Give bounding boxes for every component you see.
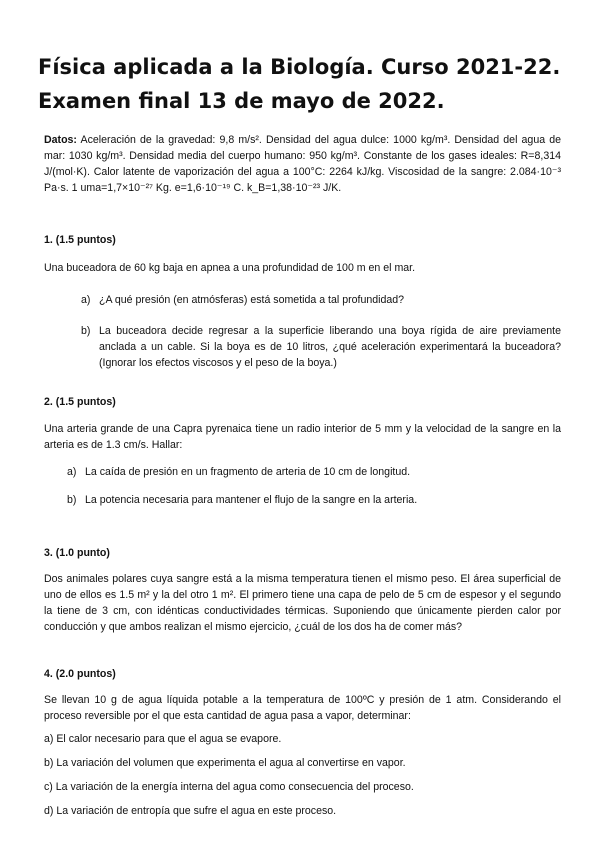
q2-item-b-text: La potencia necesaria para mantener el flujo de la sangre en la arteria.: [85, 494, 418, 506]
q2-item-a-text: La caída de presión en un fragmento de arteria de 10 cm de longitud.: [85, 466, 411, 478]
q2-intro: Una arteria grande de una Capra pyrenaica tiene un radio interior de 5 mm y la velocidad de la sangre en la arteria es de 1.3 cm/s. Hallar:: [44, 423, 561, 451]
datos-label: Datos:: [44, 134, 77, 146]
q2-item-a: [67, 464, 561, 480]
q1-item-b-label: b): [81, 325, 91, 337]
q2-item-a-label: a): [67, 466, 77, 478]
q3-header: 3. (1.0 punto): [44, 547, 110, 559]
q1-item-b: [81, 323, 561, 371]
page-title: [38, 50, 578, 118]
q3-text: Dos animales polares cuya sangre está a la misma temperatura tienen el mismo peso. El área superficial de uno de ellos es 1.5 m² y la del otro 1 m². El primero tiene una capa de pelo de 5 cm de espesor y el segundo la tiene de 3 cm, con idénticas conductividades térmicas. Suponiendo que únicamente pierden calor por conducción y que ambos realizan el mismo ejercicio, ¿cuál de los dos ha de comer más?: [44, 573, 561, 633]
q1-item-a: [81, 292, 561, 308]
title-line-2: Examen final 13 de mayo de 2022.: [38, 89, 445, 113]
title-line-1: Física aplicada a la Biología. Curso 2021-22.: [38, 55, 561, 79]
q2-header: 2. (1.5 puntos): [44, 396, 116, 408]
q4-item-d: d) La variación de entropía que sufre el agua en este proceso.: [44, 805, 337, 817]
q1-item-a-text: ¿A qué presión (en atmósferas) está sometida a tal profundidad?: [99, 294, 405, 306]
q4-item-c: c) La variación de la energía interna del agua como consecuencia del proceso.: [44, 781, 414, 793]
datos-block: [44, 132, 561, 196]
q4-item-a: a) El calor necesario para que el agua se evapore.: [44, 733, 282, 745]
q4-item-b: b) La variación del volumen que experimenta el agua al convertirse en vapor.: [44, 757, 406, 769]
q1-item-a-label: a): [81, 294, 91, 306]
q4-intro: Se llevan 10 g de agua líquida potable a la temperatura de 100ºC y presión de 1 atm. Considerando el proceso reversible por el que esta cantidad de agua pasa a vapor, determinar:: [44, 694, 561, 722]
datos-text: Aceleración de la gravedad: 9,8 m/s². Densidad del agua dulce: 1000 kg/m³. Densidad del agua de mar: 1030 kg/m³. Densidad media del cuerpo humano: 950 kg/m³. Constante de los gases ideales: R=8,314 J/(mol·K). Calor latente de vaporización del agua a 100°C: 2264 kJ/kg. Viscosidad de la sangre: 2.084·10⁻³ Pa·s. 1 uma=1,7×10⁻²⁷ Kg. e=1,6·10⁻¹⁹ C. k_B=1,38·10⁻²³ J/K.: [44, 134, 562, 194]
q1-item-b-text: La buceadora decide regresar a la superficie liberando una boya rígida de aire previamente anclada a un cable. Si la boya es de 10 litros, ¿qué aceleración experimentará la buceadora? (Ignorar los efectos viscosos y el peso de la boya.): [99, 325, 561, 369]
q2-item-b-label: b): [67, 494, 77, 506]
q1-intro: Una buceadora de 60 kg baja en apnea a una profundidad de 100 m en el mar.: [44, 262, 416, 274]
q4-header: 4. (2.0 puntos): [44, 668, 116, 680]
q1-header: 1. (1.5 puntos): [44, 234, 116, 246]
q2-item-b: [67, 492, 561, 508]
